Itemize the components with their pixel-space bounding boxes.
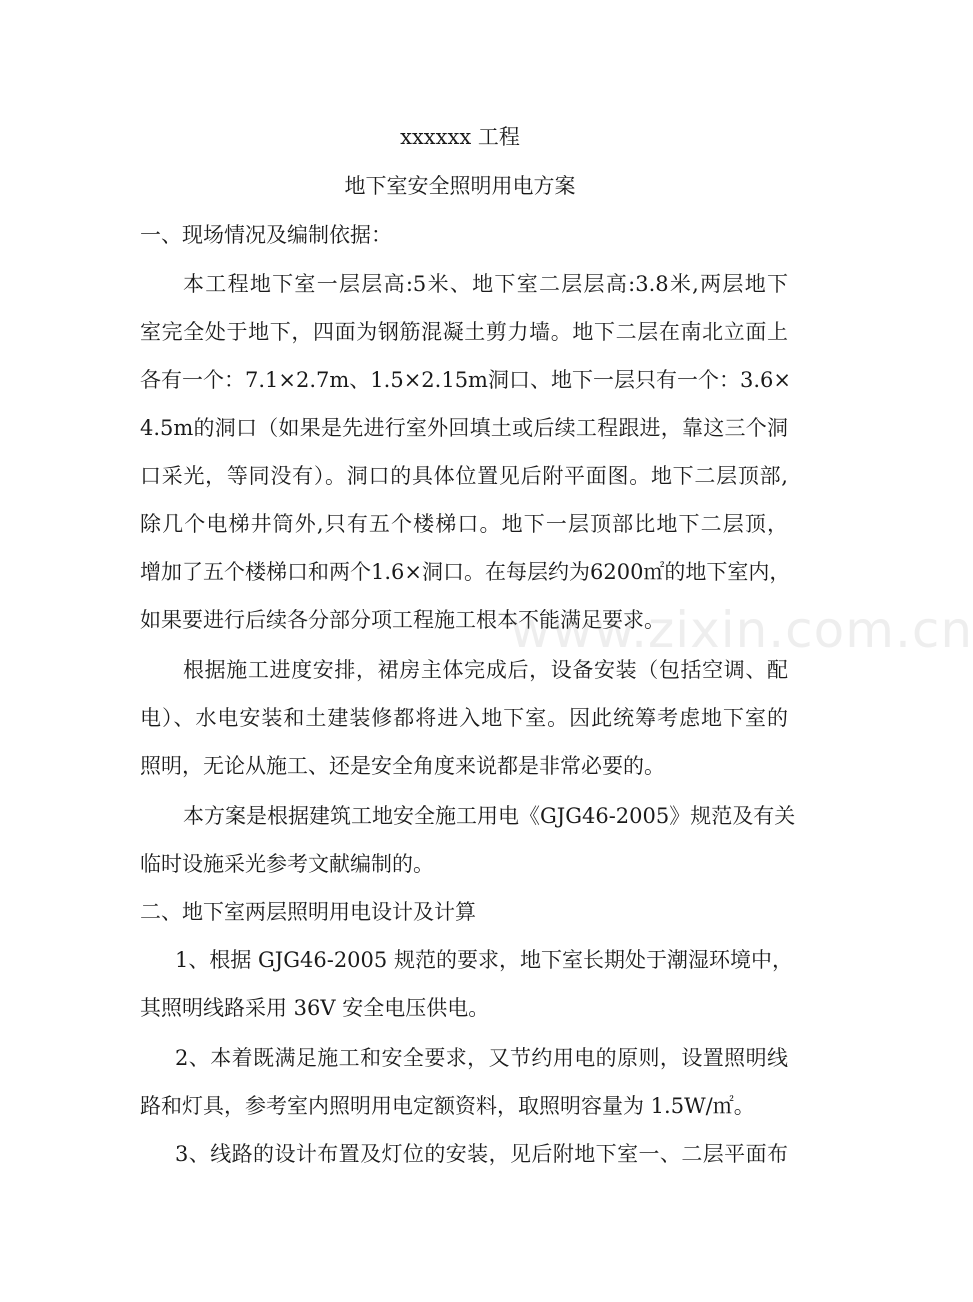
document-title-plan: 地下室安全照明用电方案: [344, 174, 576, 198]
watermark: www.zixin.com.cn: [510, 601, 973, 659]
paragraph-line: 如果要进行后续各分部分项工程施工根本不能满足要求。: [140, 608, 665, 632]
paragraph-line: 根据施工进度安排，裙房主体完成后，设备安装（包括空调、配: [183, 658, 788, 682]
paragraph-line: 增加了五个楼梯口和两个1.6×洞口。在每层约为6200㎡的地下室内，: [140, 560, 791, 584]
paragraph-line: 除几个电梯井筒外,只有五个楼梯口。地下一层顶部比地下二层顶，: [140, 512, 788, 536]
paragraph-line: 其照明线路采用 36V 安全电压供电。: [140, 996, 490, 1020]
paragraph-line: 3、线路的设计布置及灯位的安装，见后附地下室一、二层平面布: [175, 1142, 788, 1166]
paragraph-line: 室完全处于地下，四面为钢筋混凝土剪力墙。地下二层在南北立面上: [140, 320, 788, 344]
paragraph-line: 2、本着既满足施工和安全要求，又节约用电的原则，设置照明线: [175, 1046, 788, 1070]
paragraph-line: 口采光，等同没有）。洞口的具体位置见后附平面图。地下二层顶部,: [140, 464, 788, 488]
document-title-project: xxxxxx 工程: [400, 125, 520, 149]
paragraph-line: 各有一个：7.1×2.7m、1.5×2.15m洞口、地下一层只有一个：3.6×: [140, 368, 791, 392]
paragraph-line: 临时设施采光参考文献编制的。: [140, 852, 434, 876]
paragraph-line: 4.5m的洞口（如果是先进行室外回填土或后续工程跟进，靠这三个洞: [140, 416, 788, 440]
section-heading-1: 一、现场情况及编制依据：: [140, 223, 392, 247]
paragraph-line: 1、根据 GJG46-2005 规范的要求，地下室长期处于潮湿环境中，: [175, 948, 793, 972]
paragraph-line: 本方案是根据建筑工地安全施工用电《GJG46-2005》规范及有关: [183, 804, 796, 828]
paragraph-line: 照明，无论从施工、还是安全角度来说都是非常必要的。: [140, 754, 665, 778]
paragraph-line: 本工程地下室一层层高:5米、地下室二层层高:3.8米,两层地下: [183, 272, 788, 296]
paragraph-line: 电）、水电安装和土建装修都将进入地下室。因此统筹考虑地下室的: [140, 706, 788, 730]
paragraph-line: 路和灯具，参考室内照明用电定额资料，取照明容量为 1.5W/㎡。: [140, 1094, 755, 1118]
section-heading-2: 二、地下室两层照明用电设计及计算: [140, 900, 476, 924]
